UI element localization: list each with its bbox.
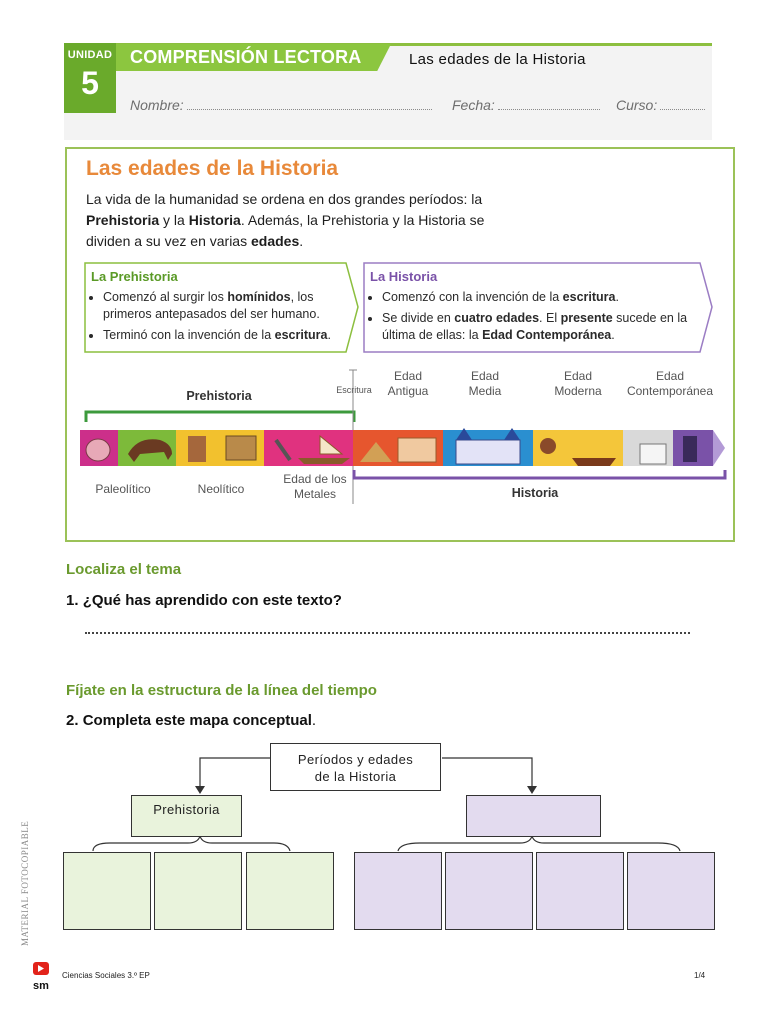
neolithic-figure — [188, 436, 206, 462]
worksheet-title: Las edades de la Historia — [409, 51, 586, 68]
question-1-number: 1. — [66, 592, 79, 609]
concept-historia-age-2[interactable] — [445, 852, 533, 930]
question-2-text: Completa este mapa conceptual — [82, 712, 312, 729]
prehistoria-bullet-1: • Comenzó al surgir los homínidos, los primeros antepasados del ser humano. — [103, 289, 351, 323]
section-2-title: Fíjate en la estructura de la línea del tiempo — [66, 682, 377, 699]
play-icon — [30, 962, 52, 976]
date-blank[interactable] — [498, 99, 600, 110]
concept-prehistoria-age-3[interactable] — [246, 852, 334, 930]
question-1 — [66, 592, 342, 609]
timeline-historia-label: Historia — [511, 486, 559, 500]
answer-1-line[interactable] — [85, 632, 690, 634]
historia-callout-title: La Historia — [370, 269, 438, 284]
colosseum-illustration — [398, 438, 436, 462]
concept-prehistoria-age-2[interactable] — [154, 852, 242, 930]
prehistoria-bullet-2: • Terminó con la invención de la escritura. — [103, 327, 351, 344]
historia-bullet-1: • Comenzó con la invención de la escritura. — [382, 289, 700, 306]
question-2: 2. Completa este mapa conceptual. — [66, 712, 317, 729]
historia-bullet-2: • Se divide en cuatro edades. El presente sucede en la última de ellas: la Edad Contemporánea. — [382, 310, 700, 344]
historia-bracket — [354, 470, 725, 478]
unit-number: 5 — [81, 65, 99, 101]
concept-prehistoria-label: Prehistoria — [153, 802, 220, 817]
prehistoria-bracket — [86, 412, 354, 422]
prehistoria-callout-title: La Prehistoria — [91, 269, 178, 284]
boat-illustration — [298, 458, 350, 464]
concept-historia-age-3[interactable] — [536, 852, 624, 930]
concept-historia-box[interactable] — [466, 795, 601, 837]
unit-label: UNIDAD — [67, 49, 113, 61]
ballot-box-illustration — [640, 444, 666, 464]
age-label-moderna: Edad Moderna — [554, 369, 602, 398]
concept-historia-age-4[interactable] — [627, 852, 715, 930]
concept-historia-age-1[interactable] — [354, 852, 442, 930]
historia-callout — [370, 268, 700, 348]
name-blank[interactable] — [187, 99, 432, 110]
timeline-arrow-head — [713, 430, 725, 466]
left-brace — [93, 836, 290, 851]
footer-page-number: 1/4 — [694, 971, 706, 980]
section-1-title: Localiza el tema — [66, 561, 182, 578]
course-blank[interactable] — [660, 99, 705, 110]
modern-figure — [683, 436, 697, 462]
date-label: Fecha: — [452, 97, 495, 113]
sm-logo — [30, 962, 52, 992]
name-field[interactable] — [130, 97, 432, 113]
reading-title: Las edades de la Historia — [86, 157, 339, 180]
reading-paragraph: La vida de la humanidad se ordena en dos grandes períodos: la Prehistoria y la Historia. Además, la Prehistoria y la Historia se dividen a su vez en varias edades. — [86, 191, 485, 249]
question-2-number: 2. — [66, 712, 79, 729]
course-field[interactable] — [616, 97, 705, 113]
timeline-graphic — [80, 366, 730, 506]
explorer-illustration — [540, 438, 556, 454]
neolithic-loom — [226, 436, 256, 460]
name-label: Nombre: — [130, 97, 184, 113]
timeline-escritura-label: Escritura — [336, 385, 372, 395]
ship-illustration — [572, 458, 616, 466]
section-tab-label: COMPRENSIÓN LECTORA — [130, 47, 362, 67]
age-label-media: Edad Media — [468, 369, 502, 398]
date-field[interactable] — [452, 97, 600, 113]
concept-root-box — [270, 743, 441, 791]
right-brace — [398, 836, 680, 851]
castle-illustration — [456, 440, 520, 464]
side-copyright-text: MATERIAL FOTOCOPIABLE — [20, 820, 30, 946]
unit-badge — [64, 43, 116, 113]
concept-prehistoria-box — [131, 795, 242, 837]
age-label-paleolitico: Paleolítico — [95, 482, 151, 496]
timeline-prehistoria-label: Prehistoria — [186, 389, 252, 403]
concept-prehistoria-age-1[interactable] — [63, 852, 151, 930]
footer-subject: Ciencias Sociales 3.º EP — [62, 971, 150, 980]
concept-root-line-2: de la Historia — [314, 769, 397, 784]
prehistoria-callout — [91, 268, 351, 348]
age-label-antigua: Edad Antigua — [387, 369, 429, 398]
sm-logo-text: sm — [33, 980, 49, 992]
shell-illustration — [86, 439, 110, 461]
age-label-contemporanea: Edad Contemporánea — [626, 369, 714, 398]
question-1-text: ¿Qué has aprendido con este texto? — [82, 592, 342, 609]
course-label: Curso: — [616, 97, 658, 113]
concept-root-line-1: Períodos y edades — [297, 752, 414, 767]
age-label-metales: Edad de los Metales — [283, 472, 347, 501]
age-label-neolitico: Neolítico — [197, 482, 245, 496]
